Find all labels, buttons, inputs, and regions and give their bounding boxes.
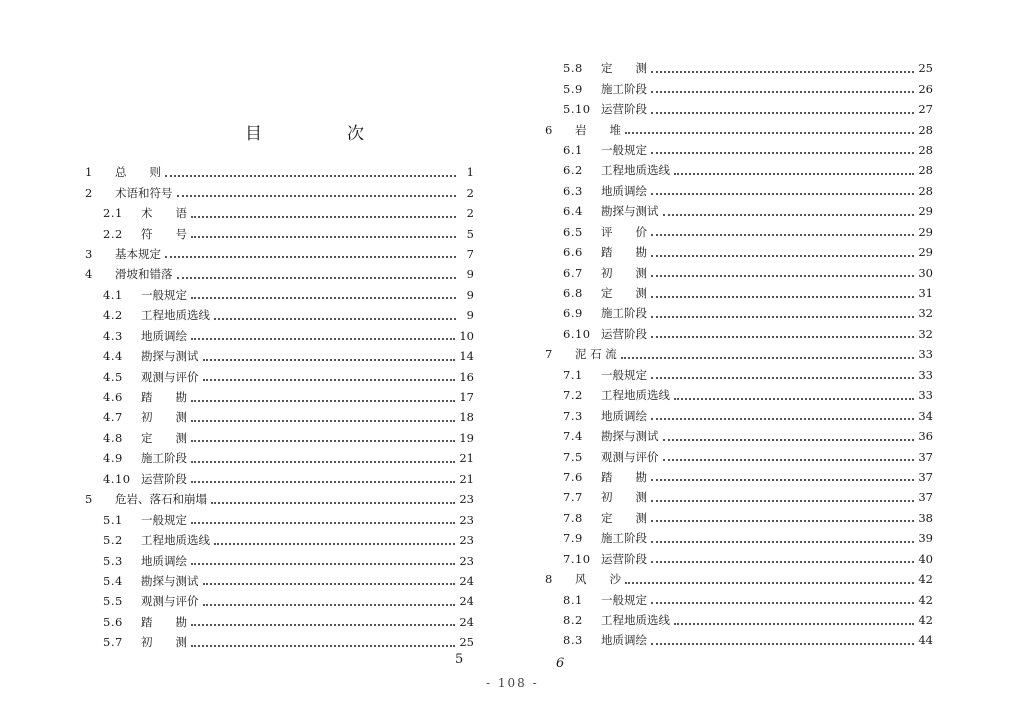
toc-leader-dots [191,215,456,218]
toc-leader-dots [203,603,456,606]
toc-entry[interactable] [85,182,474,202]
toc-leader-dots [651,254,914,257]
toc-entry[interactable] [545,610,933,630]
toc-entry-page: 37 [918,469,933,484]
toc-entry-page: 23 [459,533,474,548]
toc-entry-title: 地质调绘 [141,328,187,343]
toc-entry[interactable] [85,591,474,611]
toc-entry[interactable] [85,509,474,529]
toc-entry-title: 运营阶段 [141,471,187,486]
toc-leader-dots [177,276,457,279]
toc-entry-number: 6.9 [563,306,583,321]
toc-entry-number: 7.5 [563,449,583,464]
toc-entry[interactable] [545,385,933,405]
toc-entry[interactable] [545,528,933,548]
toc-entry-page: 27 [918,102,933,117]
toc-entry-number: 2.1 [103,206,123,221]
toc-entry-title: 运营阶段 [601,326,647,341]
toc-entry-page: 9 [466,287,474,302]
toc-entry[interactable] [85,530,474,550]
toc-entry-number: 7.6 [563,469,583,484]
toc-entry-title: 工程地质选线 [141,533,210,548]
toc-entry-page: 25 [918,61,933,76]
toc-leader-dots [191,296,456,299]
toc-entry[interactable] [545,78,933,98]
toc-entry-page: 31 [918,286,933,301]
toc-entry-page: 29 [918,224,933,239]
toc-entry-page: 37 [918,449,933,464]
toc-entry[interactable] [85,387,474,407]
toc-entry-page: 28 [918,142,933,157]
toc-entry-title: 一般规定 [601,592,647,607]
toc-entry-title: 地质调绘 [601,633,647,648]
toc-entry-page: 40 [918,551,933,566]
toc-entry-number: 5.3 [103,553,123,568]
toc-entry-title: 施工阶段 [601,81,647,96]
toc-leader-dots [674,397,914,400]
toc-entry-page: 32 [918,306,933,321]
toc-entry-title: 踏 勘 [601,245,647,260]
toc-entry-number: 4.4 [103,349,123,364]
toc-entry-page: 33 [918,388,933,403]
toc-entry-title: 工程地质选线 [601,163,670,178]
toc-entry-page: 16 [459,369,474,384]
toc-entry-title: 勘探与测试 [601,204,659,219]
toc-entry-title: 滑坡和错落 [115,267,173,282]
toc-entry-page: 33 [918,347,933,362]
toc-entry-page: 9 [466,267,474,282]
toc-leader-dots [651,560,914,563]
toc-leader-dots [625,581,914,584]
toc-entry-title: 符 号 [141,226,187,241]
toc-entry-number: 4.1 [103,287,123,302]
toc-entry-page: 42 [918,592,933,607]
toc-entry-page: 21 [459,451,474,466]
toc-entry[interactable] [545,181,933,201]
toc-leader-dots [203,582,456,585]
toc-right-column [545,58,933,651]
toc-entry-title: 一般规定 [601,142,647,157]
toc-entry[interactable] [545,119,933,139]
toc-leader-dots [191,480,455,483]
toc-leader-dots [651,295,914,298]
toc-entry[interactable] [85,285,474,305]
toc-entry-number: 4 [85,267,93,282]
toc-entry-number: 7.4 [563,429,583,444]
toc-leader-dots [651,70,914,73]
toc-leader-dots [621,356,915,359]
toc-entry[interactable] [85,244,474,264]
toc-entry-title: 岩 堆 [575,122,621,137]
toc-entry-number: 6.5 [563,224,583,239]
toc-entry-page: 28 [918,183,933,198]
toc-entry-page: 38 [918,510,933,525]
toc-entry-page: 26 [918,81,933,96]
toc-entry-title: 运营阶段 [601,551,647,566]
toc-leader-dots [651,499,914,502]
toc-entry[interactable] [545,630,933,650]
toc-entry-page: 33 [918,367,933,382]
toc-leader-dots [191,460,455,463]
toc-entry-page: 14 [459,349,474,364]
toc-entry-number: 5.10 [563,102,591,117]
toc-entry-title: 风 沙 [575,572,621,587]
toc-entry[interactable] [545,324,933,344]
toc-leader-dots [651,315,914,318]
toc-entry-title: 踏 勘 [601,469,647,484]
toc-entry-title: 定 测 [601,510,647,525]
toc-entry-page: 42 [918,613,933,628]
toc-entry-page: 28 [918,122,933,137]
toc-entry-title: 地质调绘 [601,183,647,198]
toc-entry[interactable] [545,365,933,385]
toc-leader-dots [651,111,914,114]
toc-entry[interactable] [545,467,933,487]
toc-entry-title: 定 测 [601,61,647,76]
toc-entry-number: 8.1 [563,592,583,607]
toc-entry[interactable] [545,58,933,78]
toc-entry-title: 初 测 [601,490,647,505]
toc-entry[interactable] [545,201,933,221]
toc-leader-dots [651,151,914,154]
toc-entry-number: 4.5 [103,369,123,384]
toc-leader-dots [663,438,915,441]
toc-leader-dots [177,194,457,197]
toc-leader-dots [211,501,455,504]
toc-entry-page: 9 [466,308,474,323]
toc-leader-dots [191,521,455,524]
toc-leader-dots [165,174,456,177]
toc-entry-page: 24 [459,573,474,588]
toc-entry-number: 7.2 [563,388,583,403]
toc-leader-dots [674,622,914,625]
toc-entry-page: 1 [466,165,474,180]
toc-entry-title: 评 价 [601,224,647,239]
toc-entry-page: 32 [918,326,933,341]
toc-entry-number: 7.3 [563,408,583,423]
toc-entry-number: 8.3 [563,633,583,648]
toc-entry-number: 2 [85,185,93,200]
toc-entry-page: 42 [918,572,933,587]
toc-entry-number: 7.10 [563,551,591,566]
toc-entry-number: 6 [545,122,553,137]
toc-entry-title: 总 则 [115,165,161,180]
toc-entry-title: 观测与评价 [141,594,199,609]
toc-entry-title: 一般规定 [141,512,187,527]
toc-entry-title: 工程地质选线 [601,613,670,628]
toc-entry[interactable] [85,326,474,346]
toc-entry[interactable] [545,589,933,609]
toc-entry-number: 5.4 [103,573,123,588]
toc-entry-number: 6.3 [563,183,583,198]
toc-entry-number: 4.9 [103,451,123,466]
toc-leader-dots [191,439,455,442]
toc-entry-page: 19 [459,430,474,445]
toc-entry[interactable] [545,508,933,528]
footer-page-number: - 108 - [486,676,539,690]
toc-entry-number: 5.7 [103,635,123,650]
toc-entry-page: 29 [918,204,933,219]
toc-entry[interactable] [545,344,933,364]
toc-entry[interactable] [85,346,474,366]
toc-entry-number: 6.8 [563,286,583,301]
toc-entry[interactable] [545,487,933,507]
toc-entry-title: 勘探与测试 [601,429,659,444]
toc-leader-dots [214,542,455,545]
toc-entry-title: 施工阶段 [141,451,187,466]
toc-entry[interactable] [545,99,933,119]
toc-entry-number: 2.2 [103,226,123,241]
toc-entry-number: 4.7 [103,410,123,425]
toc-entry[interactable] [545,160,933,180]
left-page-number: 5 [455,652,464,667]
toc-entry-number: 4.8 [103,430,123,445]
toc-entry-title: 观测与评价 [601,449,659,464]
toc-entry[interactable] [85,428,474,448]
toc-leader-dots [651,233,914,236]
toc-entry[interactable] [85,264,474,284]
toc-entry-number: 5.2 [103,533,123,548]
toc-entry-page: 5 [466,226,474,241]
toc-leader-dots [651,478,914,481]
toc-entry-title: 危岩、落石和崩塌 [115,492,207,507]
toc-entry-number: 6.7 [563,265,583,280]
toc-leader-dots [651,192,914,195]
toc-entry-title: 一般规定 [141,287,187,302]
toc-entry-page: 17 [459,390,474,405]
toc-leader-dots [191,644,455,647]
toc-entry-number: 7.9 [563,531,583,546]
toc-leader-dots [625,131,914,134]
toc-entry-title: 运营阶段 [601,102,647,117]
toc-entry-title: 地质调绘 [141,553,187,568]
toc-entry-page: 34 [918,408,933,423]
toc-leader-dots [651,642,914,645]
toc-entry-number: 4.6 [103,390,123,405]
toc-entry-number: 4.3 [103,328,123,343]
toc-entry-page: 36 [918,429,933,444]
toc-entry-title: 初 测 [141,635,187,650]
toc-entry[interactable] [85,571,474,591]
toc-entry-page: 23 [459,553,474,568]
toc-entry-number: 1 [85,165,93,180]
toc-entry-page: 23 [459,492,474,507]
toc-entry[interactable] [85,366,474,386]
toc-entry-title: 勘探与测试 [141,349,199,364]
toc-entry-title: 初 测 [601,265,647,280]
toc-entry-page: 28 [918,163,933,178]
toc-entry-number: 7.8 [563,510,583,525]
toc-entry[interactable] [545,426,933,446]
toc-entry[interactable] [545,222,933,242]
toc-entry-number: 4.2 [103,308,123,323]
toc-entry-page: 21 [459,471,474,486]
toc-entry-number: 7.1 [563,367,583,382]
toc-leader-dots [663,458,915,461]
toc-entry-page: 2 [466,206,474,221]
toc-entry-title: 施工阶段 [601,531,647,546]
toc-entry-title: 勘探与测试 [141,573,199,588]
toc-entry-number: 8.2 [563,613,583,628]
toc-entry[interactable] [85,448,474,468]
toc-entry-title: 初 测 [141,410,187,425]
toc-entry[interactable] [545,283,933,303]
toc-entry[interactable] [85,550,474,570]
toc-entry-number: 5 [85,492,93,507]
toc-entry-title: 一般规定 [601,367,647,382]
toc-entry-page: 37 [918,490,933,505]
toc-entry-number: 7 [545,347,553,362]
toc-entry[interactable] [545,303,933,323]
toc-entry-number: 3 [85,246,93,261]
toc-entry-number: 7.7 [563,490,583,505]
toc-leader-dots [651,601,914,604]
toc-leader-dots [651,540,914,543]
toc-entry[interactable] [545,405,933,425]
toc-entry[interactable] [85,407,474,427]
toc-entry[interactable] [545,140,933,160]
toc-left-column [85,162,474,653]
toc-leader-dots [165,255,456,258]
toc-leader-dots [663,213,915,216]
toc-entry[interactable] [85,203,474,223]
toc-entry-title: 工程地质选线 [141,308,210,323]
toc-leader-dots [651,274,914,277]
toc-entry-number: 5.1 [103,512,123,527]
toc-leader-dots [651,417,914,420]
toc-entry-number: 5.9 [563,81,583,96]
toc-entry-number: 6.4 [563,204,583,219]
toc-entry-page: 24 [459,614,474,629]
toc-entry-title: 踏 勘 [141,390,187,405]
toc-leader-dots [651,335,914,338]
toc-leader-dots [191,562,455,565]
toc-entry-page: 7 [466,246,474,261]
toc-entry-number: 6.1 [563,142,583,157]
toc-entry-title: 观测与评价 [141,369,199,384]
toc-leader-dots [191,235,456,238]
toc-entry-page: 24 [459,594,474,609]
toc-entry[interactable] [85,612,474,632]
toc-entry-number: 6.6 [563,245,583,260]
toc-leader-dots [191,337,455,340]
toc-entry[interactable] [85,223,474,243]
toc-entry[interactable] [545,549,933,569]
toc-entry-number: 5.6 [103,614,123,629]
toc-entry[interactable] [545,569,933,589]
right-page-number: 6 [556,656,565,671]
toc-entry-number: 8 [545,572,553,587]
toc-entry-page: 44 [918,633,933,648]
toc-entry-page: 18 [459,410,474,425]
toc-entry-title: 定 测 [141,430,187,445]
toc-entry[interactable] [85,305,474,325]
toc-entry[interactable] [545,446,933,466]
toc-leader-dots [674,172,914,175]
toc-leader-dots [651,90,914,93]
toc-entry[interactable] [85,489,474,509]
toc-entry-page: 30 [918,265,933,280]
toc-entry-title: 基本规定 [115,246,161,261]
toc-entry-number: 6.2 [563,163,583,178]
toc-leader-dots [651,376,914,379]
toc-leader-dots [191,399,455,402]
toc-entry-title: 踏 勘 [141,614,187,629]
toc-entry-title: 术语和符号 [115,185,173,200]
toc-leader-dots [203,358,456,361]
toc-leader-dots [651,519,914,522]
toc-entry-number: 4.10 [103,471,131,486]
toc-entry[interactable] [85,469,474,489]
toc-entry-title: 地质调绘 [601,408,647,423]
toc-leader-dots [191,623,455,626]
toc-entry-page: 10 [459,328,474,343]
toc-entry-page: 39 [918,531,933,546]
toc-entry-page: 25 [459,635,474,650]
toc-entry-page: 2 [466,185,474,200]
toc-entry[interactable] [85,162,474,182]
toc-heading: 目 次 [245,124,398,144]
toc-entry[interactable] [85,632,474,652]
toc-entry-title: 工程地质选线 [601,388,670,403]
toc-entry[interactable] [545,242,933,262]
toc-entry-page: 29 [918,245,933,260]
toc-entry-number: 5.8 [563,61,583,76]
toc-entry-title: 定 测 [601,286,647,301]
toc-entry-number: 5.5 [103,594,123,609]
toc-leader-dots [214,317,456,320]
toc-entry-page: 23 [459,512,474,527]
toc-entry-title: 施工阶段 [601,306,647,321]
toc-entry-number: 6.10 [563,326,591,341]
toc-entry[interactable] [545,262,933,282]
toc-entry-title: 术 语 [141,206,187,221]
toc-leader-dots [203,378,456,381]
toc-leader-dots [191,419,455,422]
toc-entry-title: 泥 石 流 [575,347,617,362]
